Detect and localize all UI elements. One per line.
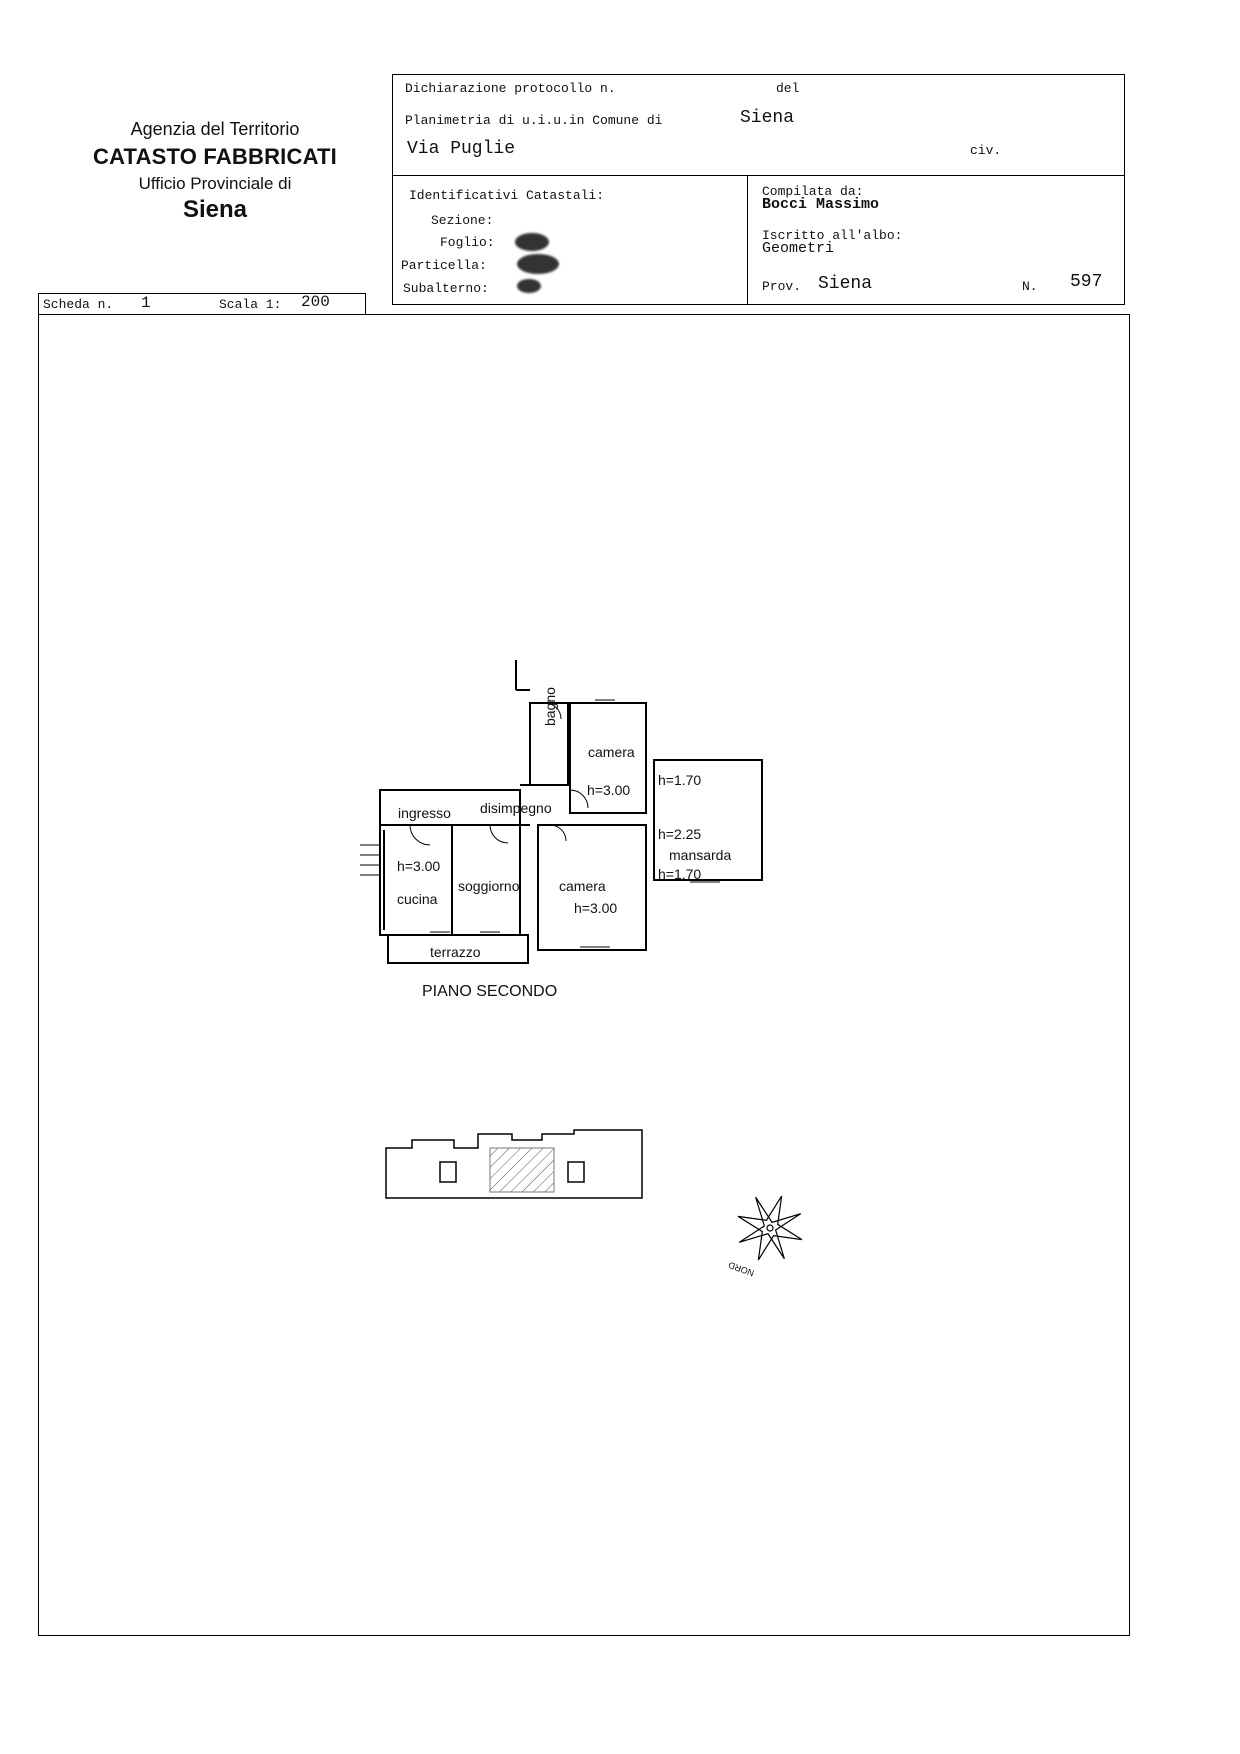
del-label: del — [776, 81, 800, 96]
room-label-camera-bottom: camera — [559, 878, 606, 894]
scala-value: 200 — [301, 293, 330, 311]
room-label-cucina-height: h=3.00 — [397, 858, 441, 874]
room-label-terrazzo: terrazzo — [430, 944, 481, 960]
identificativi-box — [392, 175, 748, 305]
scheda-label: Scheda n. — [43, 297, 114, 312]
room-label-camera-top: camera — [588, 744, 635, 760]
comune-value: Siena — [740, 108, 795, 128]
scheda-bar — [38, 293, 366, 315]
room-label-disimpegno: disimpegno — [480, 800, 552, 816]
agency-name: Agenzia del Territorio — [130, 119, 300, 139]
sezione-label: Sezione: — [431, 213, 494, 228]
foglio-redaction — [515, 233, 549, 251]
particella-label: Particella: — [401, 258, 487, 273]
room-label-mansarda-height-2: h=2.25 — [658, 826, 702, 842]
room-label-mansarda: mansarda — [669, 847, 732, 863]
scala-label: Scala 1: — [219, 297, 282, 312]
room-label-ingresso: ingresso — [398, 805, 451, 821]
office-city: Siena — [182, 196, 248, 223]
particella-redaction — [517, 254, 559, 274]
room-label-bagno: bagno — [542, 687, 558, 726]
compilata-label: Compilata da: — [762, 184, 864, 199]
room-label-camera-top-height: h=3.00 — [587, 782, 631, 798]
floor-plan — [340, 660, 790, 1020]
catasto-title: CATASTO FABBRICATI — [93, 144, 337, 169]
floor-label: PIANO SECONDO — [422, 983, 558, 1000]
room-label-mansarda-height-1: h=1.70 — [658, 772, 702, 788]
prov-label: Prov. — [762, 279, 802, 294]
room-label-camera-bottom-height: h=3.00 — [574, 900, 618, 916]
room-label-soggiorno: soggiorno — [458, 878, 520, 894]
building-location-sketch — [382, 1128, 652, 1208]
protocol-label: Dichiarazione protocollo n. — [405, 81, 616, 96]
n-label: N. — [1022, 279, 1038, 294]
address-value: Via Puglie — [407, 139, 516, 159]
civ-label: civ. — [970, 143, 1002, 158]
subalterno-redaction — [517, 279, 541, 293]
scheda-value: 1 — [141, 294, 151, 312]
subalterno-label: Subalterno: — [403, 281, 489, 296]
protocol-box — [392, 74, 1125, 176]
room-label-mansarda-height-3: h=1.70 — [658, 866, 702, 882]
foglio-label: Foglio: — [440, 235, 495, 250]
north-label: NORD — [727, 1259, 756, 1279]
office-label: Ufficio Provinciale di — [138, 174, 292, 193]
planimetria-label: Planimetria di u.i.u.in Comune di — [405, 113, 663, 128]
identificativi-label: Identificativi Catastali: — [409, 188, 605, 203]
room-label-cucina: cucina — [397, 891, 438, 907]
prov-value: Siena — [818, 274, 873, 294]
compilata-box — [747, 175, 1125, 305]
compass-icon — [732, 1190, 808, 1266]
compilata-value: Bocci Massimo — [762, 196, 880, 213]
iscritto-label: Iscritto all'albo: — [762, 228, 903, 243]
agency-block — [60, 116, 370, 224]
n-value: 597 — [1070, 272, 1103, 292]
iscritto-value: Geometri — [762, 240, 835, 257]
